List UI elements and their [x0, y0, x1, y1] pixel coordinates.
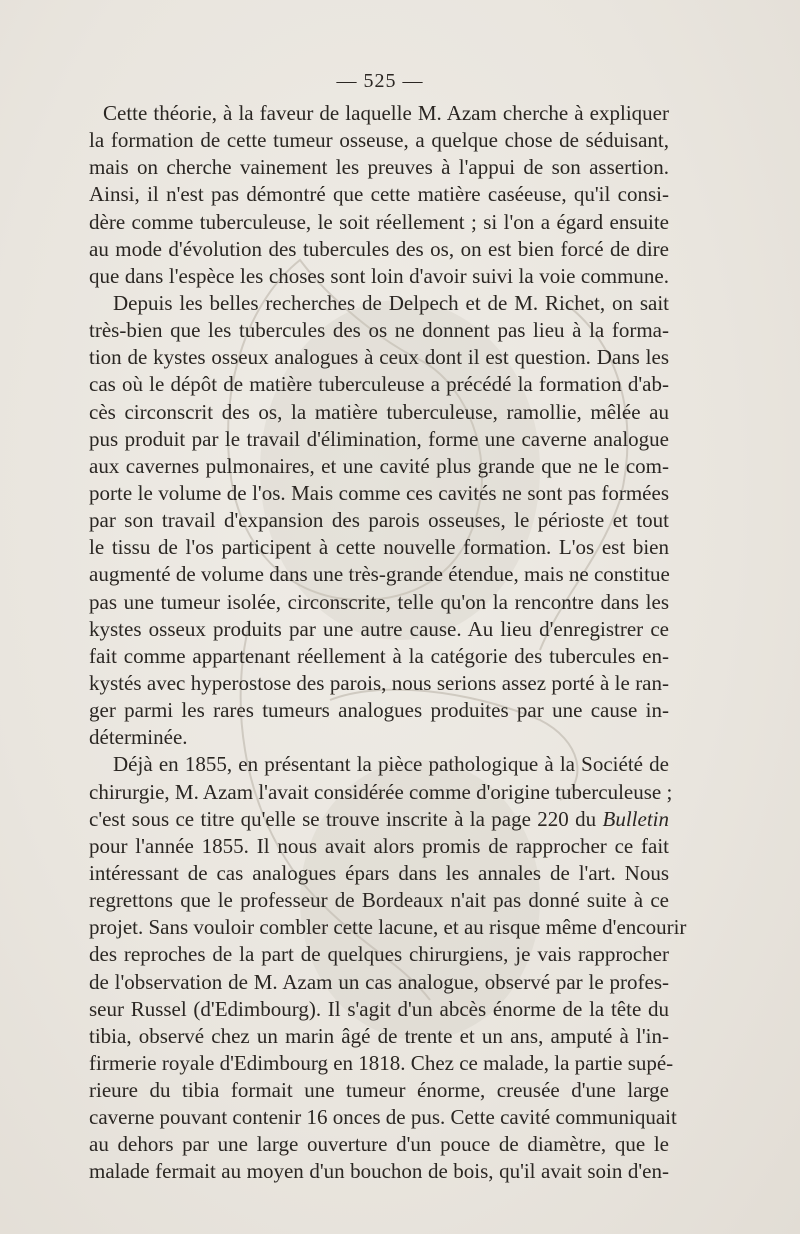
text-line: Ainsi, il n'est pas démontré que cette matière caséeuse, qu'il consi-	[89, 182, 669, 207]
text-line: caverne pouvant contenir 16 onces de pus. Cette cavité communiquait	[89, 1105, 677, 1130]
text-line-with-italic	[89, 806, 669, 833]
text-segment: c'est sous ce titre qu'elle se trouve inscrite à la page 220 du	[89, 806, 597, 831]
text-line: Depuis les belles recherches de Delpech et de M. Richet, on sait	[113, 290, 669, 315]
text-line: pour l'année 1855. Il nous avait alors promis de rapprocher ce fait	[89, 833, 669, 858]
text-line: de l'observation de M. Azam un cas analogue, observé par le profes-	[89, 969, 669, 994]
text-line: aux cavernes pulmonaires, et une cavité plus grande que ne le com-	[89, 453, 669, 478]
text-line: pas une tumeur isolée, circonscrite, telle qu'on la rencontre dans les	[89, 589, 669, 614]
text-line: des reproches de la part de quelques chirurgiens, je vais rapprocher	[89, 942, 669, 967]
text-line: mais on cherche vainement les preuves à l'appui de son assertion.	[89, 155, 669, 180]
text-line: fait comme appartenant réellement à la catégorie des tubercules en-	[89, 643, 669, 668]
text-line: tion de kystes osseux analogues à ceux dont il est question. Dans les	[89, 345, 669, 370]
text-line: dère comme tuberculeuse, le soit réellement ; si l'on a égard ensuite	[89, 209, 669, 234]
text-line: le tissu de l'os participent à cette nouvelle formation. L'os est bien	[89, 535, 669, 560]
text-line: déterminée.	[89, 725, 188, 750]
text-line: Déjà en 1855, en présentant la pièce pathologique à la Société de	[113, 752, 669, 777]
text-line: pus produit par le travail d'élimination, forme une caverne analogue	[89, 426, 669, 451]
text-line: au dehors par une large ouverture d'un pouce de diamètre, que le	[89, 1132, 669, 1157]
text-line: projet. Sans vouloir combler cette lacune, et au risque même d'encourir	[89, 915, 687, 940]
text-line: rieure du tibia formait une tumeur énorme, creusée d'une large	[89, 1078, 669, 1103]
text-line: Cette théorie, à la faveur de laquelle M. Azam cherche à expliquer	[103, 101, 669, 125]
text-line: firmerie royale d'Edimbourg en 1818. Chez ce malade, la partie supé-	[89, 1050, 674, 1075]
text-line: cès circonscrit des os, la matière tuberculeuse, ramollie, mêlée au	[89, 399, 669, 424]
text-line: kystes osseux produits par une autre cause. Au lieu d'enregistrer ce	[89, 616, 669, 641]
text-line: ger parmi les rares tumeurs analogues produites par une cause in-	[89, 698, 669, 723]
text-line: cas où le dépôt de matière tuberculeuse a précédé la formation d'ab-	[89, 372, 669, 397]
text-line: intéressant de cas analogues épars dans les annales de l'art. Nous	[89, 860, 669, 885]
body-text	[89, 100, 687, 1186]
text-line: la formation de cette tumeur osseuse, a quelque chose de séduisant,	[89, 128, 669, 153]
text-line: regrettons que le professeur de Bordeaux n'ait pas donné suite à ce	[89, 888, 669, 913]
text-line: chirurgie, M. Azam l'avait considérée comme d'origine tuberculeuse ;	[89, 779, 673, 804]
text-line: augmenté de volume dans une très-grande étendue, mais ne constitue	[89, 562, 670, 587]
page-number: — 525 —	[336, 70, 424, 92]
text-line: kystés avec hyperostose des parois, nous serions assez porté à le ran-	[89, 670, 669, 695]
text-line: seur Russel (d'Edimbourg). Il s'agit d'un abcès énorme de la tête du	[89, 996, 669, 1021]
text-line: porte le volume de l'os. Mais comme ces cavités ne sont pas formées	[89, 480, 669, 505]
text-line: par son travail d'expansion des parois osseuses, le périoste et tout	[89, 508, 669, 533]
text-line: malade fermait au moyen d'un bouchon de bois, qu'il avait soin d'en-	[89, 1159, 669, 1184]
text-line: au mode d'évolution des tubercules des os, on est bien forcé de dire	[89, 236, 669, 261]
text-line: très-bien que les tubercules des os ne donnent pas lieu à la forma-	[89, 318, 669, 343]
bulletin-title: Bulletin	[602, 806, 669, 831]
text-line: que dans l'espèce les choses sont loin d'avoir suivi la voie commune.	[89, 263, 669, 288]
text-line: tibia, observé chez un marin âgé de trente et un ans, amputé à l'in-	[89, 1023, 669, 1048]
